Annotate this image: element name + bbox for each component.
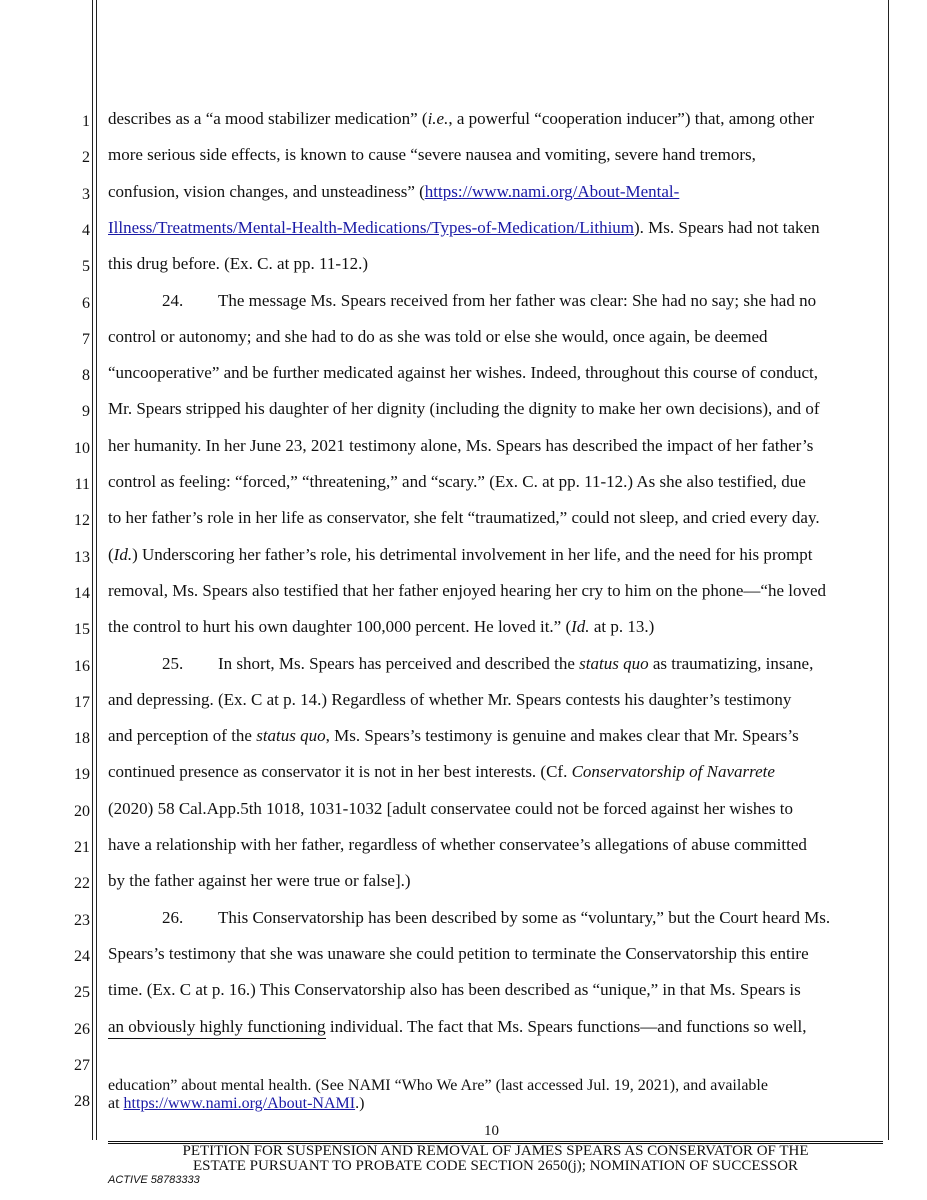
text-run: education” about mental health. (See NAMI “Who We Are” (last accessed Jul. 19, 2021), and available xyxy=(108,1077,768,1094)
line-number: 15 xyxy=(74,621,90,639)
text-run: In short, Ms. Spears has perceived and described the xyxy=(218,653,580,673)
text-line xyxy=(108,364,818,381)
line-number: 13 xyxy=(74,548,90,566)
text-line xyxy=(108,437,813,454)
italic-text: i.e. xyxy=(427,109,449,128)
text-line xyxy=(108,582,826,599)
text-line xyxy=(108,909,830,926)
footer-rule-top xyxy=(108,1141,883,1142)
text-run: (2020) 58 Cal.App.5th 1018, 1031-1032 [adult conservatee could not be forced against her wishes to xyxy=(108,798,794,818)
line-number: 19 xyxy=(74,766,90,784)
text-run: continued presence as conservator it is not in her best interests. (Cf. xyxy=(108,762,572,782)
line-number: 14 xyxy=(74,584,90,602)
text-line xyxy=(108,328,768,345)
line-number: 26 xyxy=(74,1020,90,1038)
text-line xyxy=(108,400,820,417)
page-number: 10 xyxy=(484,1123,499,1139)
text-run: at p. 13.) xyxy=(589,617,655,637)
text-line xyxy=(108,800,793,817)
text-line xyxy=(108,183,679,200)
italic-text: status quo xyxy=(579,653,649,673)
italic-text: Id. xyxy=(113,544,133,564)
hyperlink[interactable]: https://www.nami.org/About-Mental- xyxy=(424,181,680,201)
footer-title-line-2: ESTATE PURSUANT TO PROBATE CODE SECTION 2650(j); NOMINATION OF SUCCESSOR xyxy=(192,1158,799,1174)
line-number: 20 xyxy=(74,802,90,820)
line-number: 24 xyxy=(74,947,90,965)
text-run: more serious side effects, is known to cause “severe nausea and vomiting, severe hand tremors, xyxy=(108,145,756,165)
text-run: “uncooperative” and be further medicated against her wishes. Indeed, throughout this course of conduct, xyxy=(108,363,818,383)
text-run: .) xyxy=(355,1095,365,1112)
hyperlink[interactable]: https://www.nami.org/About-NAMI xyxy=(123,1095,356,1112)
line-number: 23 xyxy=(74,911,90,929)
text-line xyxy=(108,727,799,744)
line-number: 6 xyxy=(82,294,90,312)
text-run: and perception of the xyxy=(108,726,257,746)
text-line xyxy=(108,691,791,708)
text-line xyxy=(108,255,368,272)
line-number: 16 xyxy=(74,657,90,675)
italic-text: Id. xyxy=(571,617,590,637)
text-run: an obviously highly functioning individual. The fact that Ms. Spears functions—and functions so well, xyxy=(108,1016,807,1036)
text-line xyxy=(108,763,775,780)
line-number: 21 xyxy=(74,839,90,856)
line-number: 17 xyxy=(74,693,90,711)
hyperlink[interactable]: Illness/Treatments/Mental-Health-Medications/Types-of-Medication/Lithium xyxy=(108,217,635,237)
italic-text: status quo xyxy=(256,726,326,746)
line-number: 27 xyxy=(74,1056,90,1074)
right-margin-rule xyxy=(888,0,889,1140)
text-run: Mr. Spears stripped his daughter of her dignity (including the dignity to make her own decisions), and of xyxy=(108,399,820,419)
text-run: her humanity. In her June 23, 2021 testimony alone, Ms. Spears has described the impact of her father’s xyxy=(108,435,814,455)
text-run: , Ms. Spears’s testimony is genuine and makes clear that Mr. Spears’s xyxy=(325,726,799,746)
text-run: Spears’s testimony that she was unaware she could petition to terminate the Conservatorship this entire xyxy=(108,943,809,963)
line-number: 18 xyxy=(74,730,90,748)
text-line xyxy=(108,655,813,672)
text-run: the control to hurt his own daughter 100,000 percent. He loved it.” ( xyxy=(108,617,572,637)
text-run: have a relationship with her father, regardless of whether conservatee’s allegations of abuse committed xyxy=(108,835,807,854)
text-line xyxy=(108,945,809,962)
paragraph-number: 24. xyxy=(162,290,184,310)
line-number: 25 xyxy=(74,984,90,1002)
text-line xyxy=(108,981,801,998)
text-run: ) Underscoring her father’s role, his detrimental involvement in her life, and the need for his prompt xyxy=(132,544,813,564)
line-number: 7 xyxy=(82,330,90,348)
text-run: as traumatizing, insane, xyxy=(648,653,814,673)
line-number: 4 xyxy=(82,221,90,239)
text-line xyxy=(108,1018,806,1035)
text-line xyxy=(108,110,814,127)
text-run: describes as a “a mood stabilizer medication” ( xyxy=(108,109,428,128)
document-id: ACTIVE 58783333 xyxy=(108,1174,200,1186)
text-line xyxy=(108,1096,364,1112)
text-line xyxy=(108,292,816,309)
line-number: 1 xyxy=(82,113,90,130)
text-run: , a powerful “cooperation inducer”) that, among other xyxy=(448,109,815,128)
text-run: to her father’s role in her life as conservator, she felt “traumatized,” could not sleep, and cried every day. xyxy=(108,508,820,528)
line-number: 8 xyxy=(82,367,90,385)
text-run: time. (Ex. C at p. 16.) This Conservatorship also has been described as “unique,” in that Ms. Spears is xyxy=(108,980,801,1000)
text-run: control or autonomy; and she had to do as she was told or else she would, once again, be deemed xyxy=(108,326,768,346)
text-line xyxy=(108,546,813,563)
text-line xyxy=(108,146,756,163)
line-number: 3 xyxy=(82,185,90,203)
text-line xyxy=(108,1078,768,1094)
line-number: 9 xyxy=(82,403,90,421)
text-run: at xyxy=(108,1095,124,1112)
italic-text: Conservatorship of Navarrete xyxy=(571,762,775,782)
text-run: control as feeling: “forced,” “threatening,” and “scary.” (Ex. C. at pp. 11-12.) As she also testified, due xyxy=(108,472,806,491)
text-line xyxy=(108,618,654,635)
text-run: ). Ms. Spears had not taken xyxy=(634,217,820,237)
text-run: The message Ms. Spears received from her father was clear: She had no say; she had no xyxy=(218,290,817,310)
text-line xyxy=(108,219,820,236)
text-line xyxy=(108,872,411,889)
footer-title-line-1: PETITION FOR SUSPENSION AND REMOVAL OF JAMES SPEARS AS CONSERVATOR OF THE xyxy=(182,1143,809,1159)
text-run: and depressing. (Ex. C at p. 14.) Regardless of whether Mr. Spears contests his daughter’s testimony xyxy=(108,689,792,709)
paragraph-number: 26. xyxy=(162,907,184,927)
line-number: 28 xyxy=(74,1093,90,1111)
left-margin-rule-inner xyxy=(96,0,97,1140)
line-number: 5 xyxy=(82,258,90,276)
line-number: 2 xyxy=(82,149,90,167)
footnote-separator xyxy=(108,1038,326,1039)
text-line xyxy=(108,473,806,490)
text-line xyxy=(108,509,820,526)
paragraph-number: 25. xyxy=(162,653,184,673)
line-number: 11 xyxy=(74,476,90,493)
text-run: this drug before. (Ex. C. at pp. 11-12.) xyxy=(108,254,368,274)
line-number: 12 xyxy=(74,512,90,530)
line-number: 10 xyxy=(74,439,90,457)
text-run: ( xyxy=(108,544,114,564)
text-run: by the father against her were true or false].) xyxy=(108,871,411,891)
text-run: removal, Ms. Spears also testified that her father enjoyed hearing her cry to him on the phone—“he loved xyxy=(108,580,827,600)
text-run: confusion, vision changes, and unsteadiness” ( xyxy=(108,181,425,201)
text-run: This Conservatorship has been described by some as “voluntary,” but the Court heard Ms. xyxy=(218,907,831,927)
text-line xyxy=(108,836,807,853)
line-number: 22 xyxy=(74,875,90,893)
left-margin-rule-outer xyxy=(92,0,93,1140)
